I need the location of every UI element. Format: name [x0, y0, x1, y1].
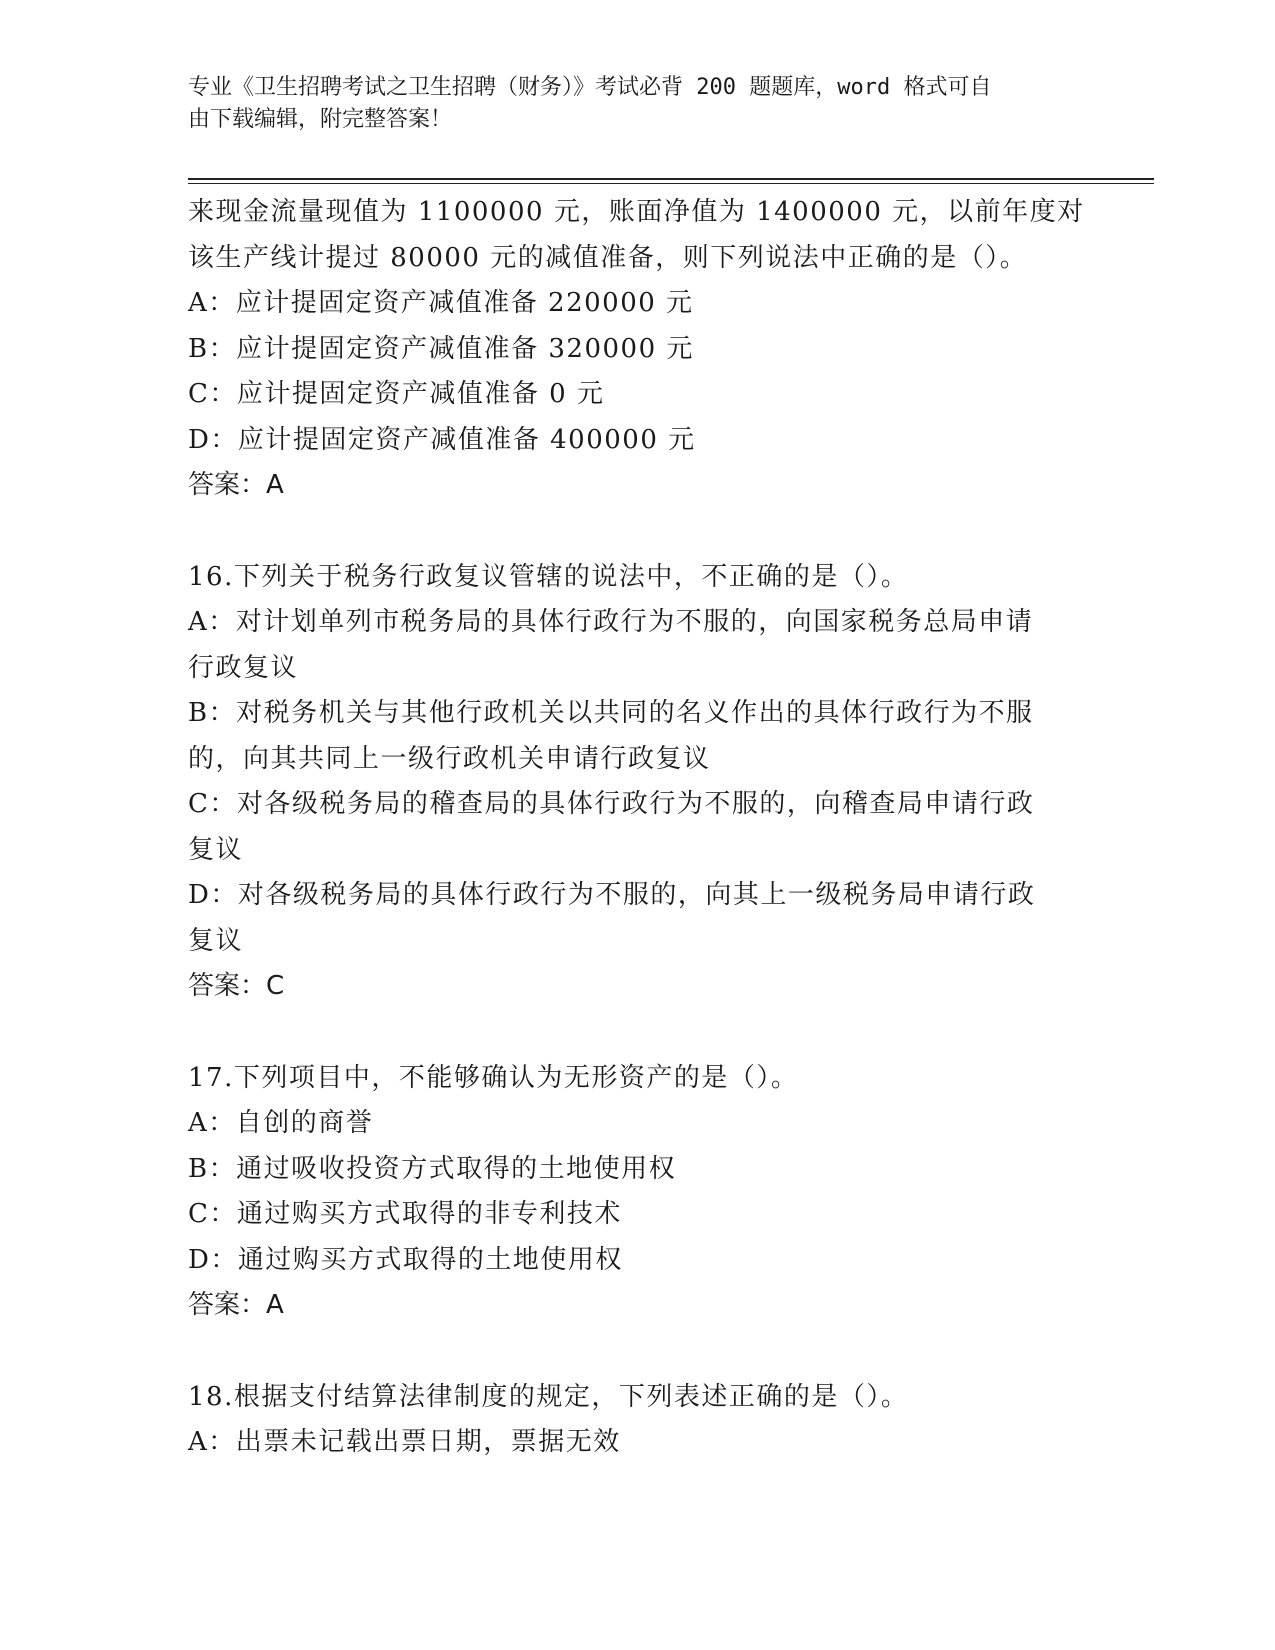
question-stem: 17.下列项目中，不能够确认为无形资产的是（）。 [188, 1062, 799, 1093]
option-a: A：对计划单列市税务局的具体行政行为不服的，向国家税务总局申请 [188, 607, 1034, 637]
question-16 [188, 555, 1088, 1010]
option-c: C：通过购买方式取得的非专利技术 [188, 1199, 622, 1229]
option-d-cont: 复议 [188, 925, 244, 956]
option-c-cont: 复议 [188, 834, 244, 865]
option-c: C：对各级税务局的稽查局的具体行政行为不服的，向稽查局申请行政 [188, 789, 1035, 819]
header-rule [188, 178, 1154, 180]
option-b: B：通过吸收投资方式取得的土地使用权 [188, 1153, 677, 1184]
question-stem: 18.根据支付结算法律制度的规定，下列表述正确的是（）。 [188, 1381, 909, 1412]
header-rule-thin [188, 183, 1154, 184]
option-d: D：对各级税务局的具体行政行为不服的，向其上一级税务局申请行政 [188, 880, 1036, 910]
question-stem: 该生产线计提过 80000 元的减值准备，则下列说法中正确的是（）。 [188, 242, 1028, 273]
answer: 答案：A [188, 1290, 284, 1320]
header-line-2: 由下载编辑，附完整答案！ [188, 107, 453, 132]
question-stem: 来现金流量现值为 1100000 元，账面净值为 1400000 元，以前年度对 [188, 197, 1085, 227]
option-d: D：应计提固定资产减值准备 400000 元 [188, 424, 696, 455]
option-b: B：应计提固定资产减值准备 320000 元 [188, 333, 694, 364]
question-18 [188, 1375, 1088, 1466]
option-b-cont: 的，向其共同上一级行政机关申请行政复议 [188, 743, 711, 774]
option-a-cont: 行政复议 [188, 652, 299, 683]
answer: 答案：A [188, 470, 284, 500]
question-15 [188, 190, 1088, 509]
option-a: A：自创的商誉 [188, 1108, 374, 1138]
answer: 答案：C [188, 971, 285, 1001]
header-line-1: 专业《卫生招聘考试之卫生招聘（财务）》考试必背 200 题题库，word 格式可自 [188, 75, 992, 100]
question-17 [188, 1056, 1088, 1329]
option-c: C：应计提固定资产减值准备 0 元 [188, 379, 605, 409]
document-body [188, 190, 1088, 1466]
option-a: A：出票未记载出票日期，票据无效 [188, 1427, 621, 1457]
option-a: A：应计提固定资产减值准备 220000 元 [188, 288, 694, 318]
page-header [188, 72, 1068, 136]
option-b: B：对税务机关与其他行政机关以共同的名义作出的具体行政行为不服 [188, 698, 1034, 728]
option-d: D：通过购买方式取得的土地使用权 [188, 1244, 623, 1275]
question-stem: 16.下列关于税务行政复议管辖的说法中，不正确的是（）。 [188, 561, 909, 592]
